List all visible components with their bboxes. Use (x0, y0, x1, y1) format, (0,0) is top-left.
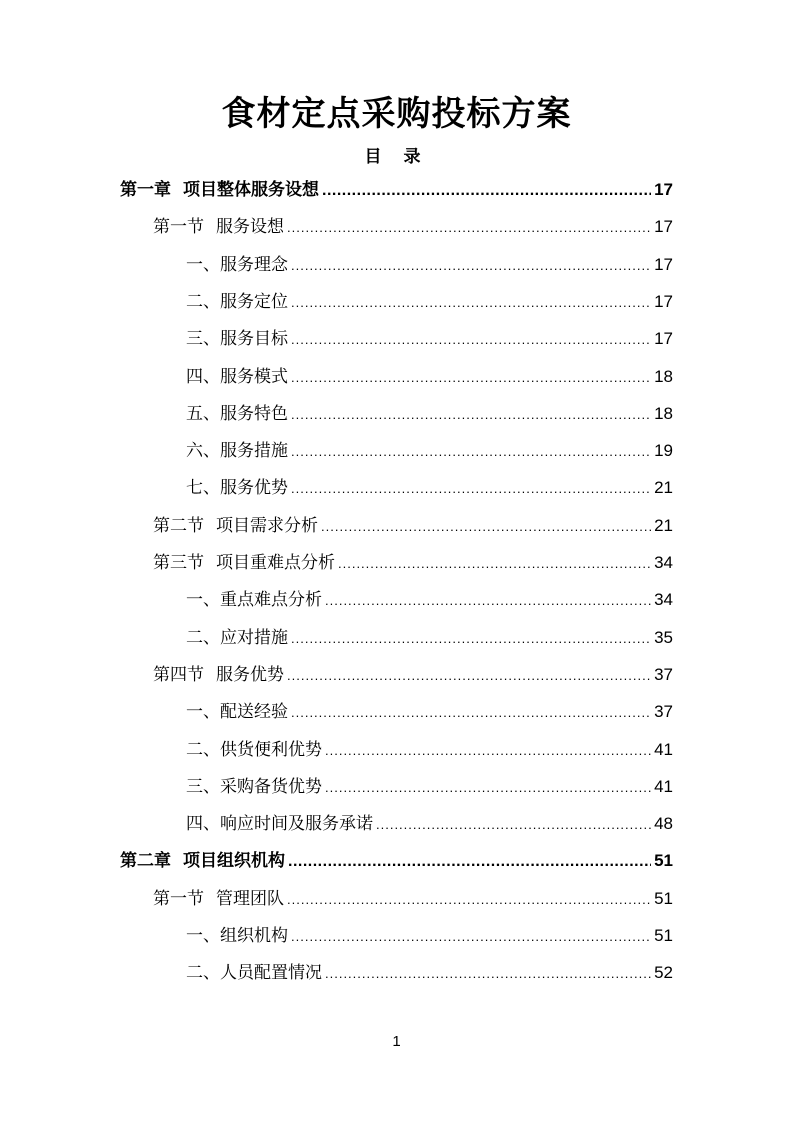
toc-entry[interactable] (186, 250, 673, 280)
toc-entry-page: 18 (654, 366, 673, 386)
toc-entry-label (186, 399, 288, 429)
toc-dot-leader (291, 325, 651, 355)
toc-dot-leader (291, 922, 651, 952)
toc-entry-label (186, 250, 288, 280)
toc-entry-page: 37 (654, 664, 673, 684)
toc-entry-page: 48 (654, 814, 673, 834)
toc-entry-title: 服务目标 (220, 329, 288, 350)
toc-entry-title: 服务定位 (220, 291, 288, 312)
toc-entry-title: 服务模式 (220, 366, 288, 387)
toc-entry-title: 重点难点分析 (220, 590, 322, 611)
toc-entry-number: 四、 (186, 814, 220, 835)
page-number: 1 (392, 1033, 401, 1050)
toc-entry-label (186, 287, 288, 317)
toc-dot-leader (322, 176, 651, 206)
toc-entry-label (186, 809, 373, 839)
toc-dot-leader (325, 959, 651, 989)
toc-entry-label (120, 846, 285, 876)
document-title: 食材定点采购投标方案 (221, 94, 572, 134)
toc-entry-title: 管理团队 (216, 888, 284, 909)
toc-dot-leader (291, 400, 651, 430)
toc-entry-number: 第一章 (120, 180, 171, 200)
toc-entry-label (186, 473, 288, 503)
toc-entry-number: 二、 (186, 291, 220, 312)
toc-dot-leader (288, 847, 651, 877)
toc-dot-leader (287, 885, 651, 915)
toc-dot-leader (287, 661, 651, 691)
toc-entry-page: 17 (654, 291, 673, 311)
toc-entry[interactable] (153, 660, 673, 690)
toc-entry-page: 18 (654, 403, 673, 423)
toc-dot-leader (338, 549, 651, 579)
toc-entry-number: 四、 (186, 366, 220, 387)
toc-entry-title: 项目组织机构 (183, 851, 285, 872)
toc-entry[interactable] (153, 511, 673, 541)
toc-entry-number: 一、 (186, 254, 220, 275)
toc-entry-title: 服务理念 (220, 254, 288, 275)
toc-entry-page: 17 (654, 329, 673, 349)
toc-dot-leader (325, 773, 651, 803)
toc-dot-leader (291, 363, 651, 393)
toc-entry-title: 供货便利优势 (220, 739, 322, 760)
toc-entry-label (120, 175, 319, 205)
toc-entry-page: 34 (654, 553, 673, 572)
toc-entry-number: 五、 (186, 403, 220, 424)
toc-entry-page: 21 (654, 478, 673, 498)
toc-entry[interactable] (153, 884, 673, 914)
toc-entry-title: 配送经验 (220, 702, 288, 723)
toc-entry-page: 51 (654, 888, 673, 908)
toc-entry-number: 一、 (186, 926, 220, 946)
toc-entry-number: 六、 (186, 441, 220, 462)
toc-entry-label (186, 772, 322, 802)
toc-entry-number: 三、 (186, 329, 220, 350)
toc-dot-leader (325, 736, 651, 766)
toc-entry-label (186, 958, 322, 988)
toc-entry-title: 服务特色 (220, 403, 288, 424)
toc-dot-leader (291, 698, 651, 728)
toc-entry-page: 41 (654, 776, 673, 796)
toc-entry-number: 二、 (186, 627, 220, 648)
toc-entry[interactable] (186, 399, 673, 429)
toc-entry-page: 52 (654, 963, 673, 983)
toc-entry-label (186, 697, 288, 727)
toc-dot-leader (376, 810, 651, 840)
toc-entry-label (186, 921, 288, 951)
toc-entry-number: 七、 (186, 478, 220, 499)
toc-entry-page: 37 (654, 702, 673, 722)
toc-entry-page: 51 (654, 851, 673, 871)
toc-entry[interactable] (186, 436, 673, 466)
toc-entry-title: 服务措施 (220, 441, 288, 462)
toc-dot-leader (321, 512, 651, 542)
toc-entry-number: 第四节 (153, 664, 204, 685)
toc-entry-label (153, 548, 335, 578)
toc-dot-leader (291, 624, 651, 654)
toc-entry[interactable] (120, 175, 673, 205)
toc-entry-label (186, 735, 322, 765)
toc-entry-number: 三、 (186, 776, 220, 797)
toc-entry[interactable] (186, 772, 673, 802)
toc-dot-leader (291, 437, 651, 467)
toc-entry[interactable] (186, 921, 673, 951)
toc-entry-page: 17 (654, 217, 673, 237)
toc-entry-label (186, 585, 322, 615)
toc-entry[interactable] (153, 548, 673, 578)
toc-entry[interactable] (186, 958, 673, 988)
toc-entry-page: 51 (654, 926, 673, 945)
toc-entry-label (153, 511, 318, 541)
toc-entry[interactable] (186, 473, 673, 503)
toc-entry[interactable] (186, 287, 673, 317)
toc-entry-title: 服务设想 (216, 217, 284, 238)
toc-entry[interactable] (186, 324, 673, 354)
toc-entry-number: 第二章 (120, 851, 171, 872)
toc-entry-label (153, 212, 284, 242)
toc-entry-label (153, 884, 284, 914)
toc-entry-number: 第一节 (153, 888, 204, 909)
toc-entry-title: 项目需求分析 (216, 515, 318, 536)
toc-entry[interactable] (186, 362, 673, 392)
toc-entry-number: 第二节 (153, 515, 204, 536)
toc-entry-page: 17 (654, 180, 673, 199)
toc-entry-title: 应对措施 (220, 627, 288, 648)
toc-entry-page: 35 (654, 627, 673, 647)
toc-dot-leader (291, 474, 651, 504)
toc-entry-title: 人员配置情况 (220, 963, 322, 984)
toc-entry[interactable] (186, 697, 673, 727)
toc-dot-leader (291, 251, 651, 281)
toc-dot-leader (287, 213, 651, 243)
toc-entry[interactable] (186, 585, 673, 615)
toc-entry-label (153, 660, 284, 690)
toc-entry-page: 17 (654, 254, 673, 274)
toc-entry-label (186, 324, 288, 354)
toc-entry-title: 服务优势 (220, 478, 288, 499)
toc-entry[interactable] (186, 809, 673, 839)
toc-heading: 目 录 (364, 147, 429, 167)
toc-entry-title: 项目重难点分析 (216, 553, 335, 573)
toc-entry-label (186, 623, 288, 653)
toc-entry-number: 第三节 (153, 553, 204, 573)
toc-entry[interactable] (186, 623, 673, 653)
toc-entry-number: 第一节 (153, 217, 204, 238)
toc-entry-title: 组织机构 (220, 926, 288, 946)
toc-entry-number: 一、 (186, 702, 220, 723)
toc-entry-label (186, 436, 288, 466)
toc-dot-leader (325, 586, 651, 616)
toc-entry-page: 19 (654, 441, 673, 461)
toc-entry-page: 41 (654, 739, 673, 759)
toc-entry-title: 响应时间及服务承诺 (220, 814, 373, 835)
toc-entry-number: 二、 (186, 963, 220, 984)
toc-entry-label (186, 362, 288, 392)
toc-entry-title: 项目整体服务设想 (183, 180, 319, 200)
toc-entry-number: 二、 (186, 739, 220, 760)
toc-entry[interactable] (153, 212, 673, 242)
toc-entry-title: 服务优势 (216, 664, 284, 685)
toc-entry[interactable] (186, 735, 673, 765)
toc-dot-leader (291, 288, 651, 318)
toc-entry-number: 一、 (186, 590, 220, 611)
toc-entry-page: 21 (654, 515, 673, 535)
toc-entry[interactable] (120, 846, 673, 876)
toc-entry-page: 34 (654, 590, 673, 610)
toc-entry-title: 采购备货优势 (220, 776, 322, 797)
